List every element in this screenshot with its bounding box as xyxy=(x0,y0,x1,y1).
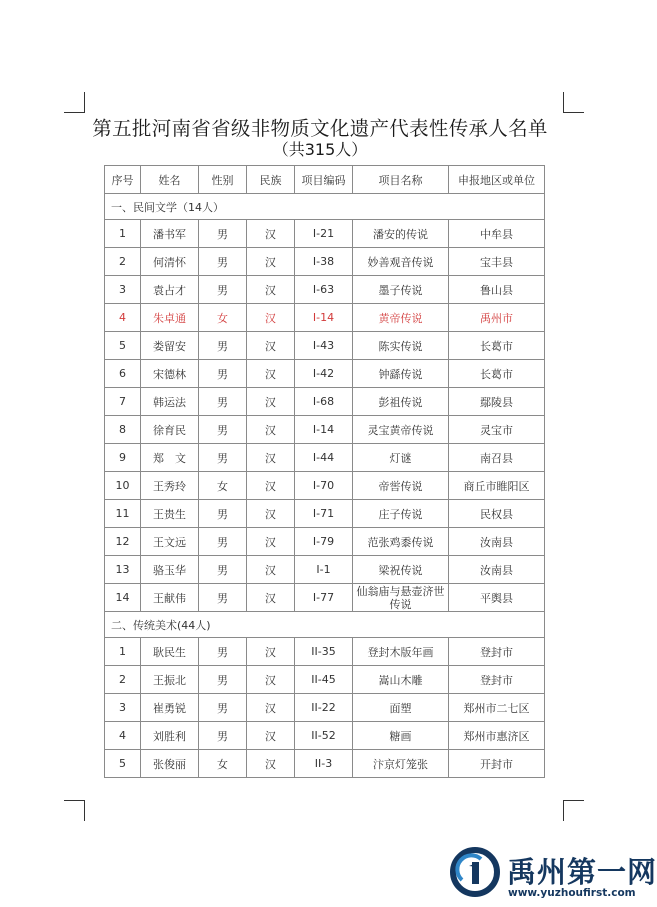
cell-ethnic: 汉 xyxy=(247,248,295,276)
cell-no: 1 xyxy=(105,638,141,666)
cell-name: 骆玉华 xyxy=(141,556,199,584)
cell-area: 郑州市惠济区 xyxy=(449,722,545,750)
cell-name: 耿民生 xyxy=(141,638,199,666)
cell-no: 2 xyxy=(105,248,141,276)
cell-ethnic: 汉 xyxy=(247,304,295,332)
cell-code: I-14 xyxy=(295,304,353,332)
column-header: 序号 xyxy=(105,166,141,194)
cell-ethnic: 汉 xyxy=(247,472,295,500)
cell-project: 面塑 xyxy=(353,694,449,722)
section-heading: 一、民间文学（14人） xyxy=(105,194,545,220)
cell-name: 崔勇锐 xyxy=(141,694,199,722)
cell-gender: 女 xyxy=(199,472,247,500)
cell-area: 鲁山县 xyxy=(449,276,545,304)
section-heading-row xyxy=(105,194,545,220)
cell-no: 1 xyxy=(105,220,141,248)
cell-gender: 男 xyxy=(199,694,247,722)
cell-no: 12 xyxy=(105,528,141,556)
table-row xyxy=(105,472,545,500)
table-row xyxy=(105,666,545,694)
cell-project: 庄子传说 xyxy=(353,500,449,528)
section-heading: 二、传统美术(44人) xyxy=(105,612,545,638)
cell-no: 5 xyxy=(105,750,141,778)
cell-no: 4 xyxy=(105,722,141,750)
cell-ethnic: 汉 xyxy=(247,584,295,612)
cell-no: 3 xyxy=(105,694,141,722)
cell-name: 王秀玲 xyxy=(141,472,199,500)
cell-project: 墨子传说 xyxy=(353,276,449,304)
watermark-url: www.yuzhoufirst.com xyxy=(508,887,636,899)
cell-gender: 男 xyxy=(199,220,247,248)
cell-no: 2 xyxy=(105,666,141,694)
cell-gender: 男 xyxy=(199,416,247,444)
cell-gender: 男 xyxy=(199,722,247,750)
cell-name: 徐育民 xyxy=(141,416,199,444)
table-row xyxy=(105,638,545,666)
cell-code: I-43 xyxy=(295,332,353,360)
cell-project: 陈实传说 xyxy=(353,332,449,360)
cell-area: 汝南县 xyxy=(449,528,545,556)
site-watermark xyxy=(451,846,657,904)
cell-code: I-70 xyxy=(295,472,353,500)
cell-area: 禹州市 xyxy=(449,304,545,332)
cell-code: II-22 xyxy=(295,694,353,722)
cell-code: II-52 xyxy=(295,722,353,750)
table-row xyxy=(105,332,545,360)
cell-area: 郑州市二七区 xyxy=(449,694,545,722)
logo-mark-icon xyxy=(451,848,499,896)
cell-code: I-77 xyxy=(295,584,353,612)
cell-area: 长葛市 xyxy=(449,332,545,360)
table-row xyxy=(105,528,545,556)
cell-area: 汝南县 xyxy=(449,556,545,584)
cell-project: 彭祖传说 xyxy=(353,388,449,416)
cell-name: 王振北 xyxy=(141,666,199,694)
cell-gender: 男 xyxy=(199,584,247,612)
cell-ethnic: 汉 xyxy=(247,416,295,444)
cell-area: 登封市 xyxy=(449,666,545,694)
column-header: 项目名称 xyxy=(353,166,449,194)
document-subtitle: （共315人） xyxy=(272,140,368,159)
cell-no: 5 xyxy=(105,332,141,360)
document-title: 第五批河南省省级非物质文化遗产代表性传承人名单 xyxy=(92,117,548,140)
column-header: 项目编码 xyxy=(295,166,353,194)
cell-code: I-44 xyxy=(295,444,353,472)
table-row xyxy=(105,500,545,528)
cell-project: 灵宝黄帝传说 xyxy=(353,416,449,444)
cell-project: 钟繇传说 xyxy=(353,360,449,388)
cell-ethnic: 汉 xyxy=(247,638,295,666)
cell-gender: 男 xyxy=(199,500,247,528)
cell-name: 王文远 xyxy=(141,528,199,556)
cell-gender: 男 xyxy=(199,556,247,584)
column-header: 姓名 xyxy=(141,166,199,194)
column-header: 民族 xyxy=(247,166,295,194)
cell-ethnic: 汉 xyxy=(247,666,295,694)
cell-gender: 男 xyxy=(199,360,247,388)
table-row xyxy=(105,584,545,612)
cell-code: II-3 xyxy=(295,750,353,778)
cell-code: II-35 xyxy=(295,638,353,666)
cell-project: 潘安的传说 xyxy=(353,220,449,248)
cell-name: 宋德林 xyxy=(141,360,199,388)
cell-ethnic: 汉 xyxy=(247,444,295,472)
cell-no: 14 xyxy=(105,584,141,612)
cell-no: 8 xyxy=(105,416,141,444)
cell-name: 王献伟 xyxy=(141,584,199,612)
cell-no: 11 xyxy=(105,500,141,528)
cell-project: 黄帝传说 xyxy=(353,304,449,332)
table-row xyxy=(105,276,545,304)
cell-code: I-21 xyxy=(295,220,353,248)
cell-ethnic: 汉 xyxy=(247,220,295,248)
cell-ethnic: 汉 xyxy=(247,360,295,388)
cell-project: 帝喾传说 xyxy=(353,472,449,500)
cell-gender: 男 xyxy=(199,444,247,472)
table-row xyxy=(105,388,545,416)
cell-area: 宝丰县 xyxy=(449,248,545,276)
column-header: 申报地区或单位 xyxy=(449,166,545,194)
crop-mark-bottom-left xyxy=(64,800,85,821)
cell-name: 王贵生 xyxy=(141,500,199,528)
cell-gender: 男 xyxy=(199,276,247,304)
cell-name: 袁占才 xyxy=(141,276,199,304)
cell-code: II-45 xyxy=(295,666,353,694)
table-row xyxy=(105,722,545,750)
cell-project: 登封木版年画 xyxy=(353,638,449,666)
cell-area: 鄢陵县 xyxy=(449,388,545,416)
cell-area: 中牟县 xyxy=(449,220,545,248)
cell-project: 仙翁庙与悬壶济世传说 xyxy=(353,584,449,612)
cell-gender: 男 xyxy=(199,388,247,416)
cell-name: 何清怀 xyxy=(141,248,199,276)
cell-area: 登封市 xyxy=(449,638,545,666)
table-row xyxy=(105,220,545,248)
cell-no: 6 xyxy=(105,360,141,388)
cell-ethnic: 汉 xyxy=(247,388,295,416)
cell-code: I-79 xyxy=(295,528,353,556)
cell-ethnic: 汉 xyxy=(247,750,295,778)
cell-area: 长葛市 xyxy=(449,360,545,388)
cell-area: 民权县 xyxy=(449,500,545,528)
cell-area: 平舆县 xyxy=(449,584,545,612)
cell-ethnic: 汉 xyxy=(247,556,295,584)
cell-name: 朱卓通 xyxy=(141,304,199,332)
cell-name: 韩运法 xyxy=(141,388,199,416)
cell-code: I-71 xyxy=(295,500,353,528)
cell-code: I-42 xyxy=(295,360,353,388)
cell-project: 梁祝传说 xyxy=(353,556,449,584)
column-header: 性别 xyxy=(199,166,247,194)
cell-area: 开封市 xyxy=(449,750,545,778)
cell-no: 7 xyxy=(105,388,141,416)
cell-gender: 男 xyxy=(199,528,247,556)
cell-gender: 女 xyxy=(199,304,247,332)
cell-no: 10 xyxy=(105,472,141,500)
table-row xyxy=(105,416,545,444)
cell-ethnic: 汉 xyxy=(247,332,295,360)
table-row xyxy=(105,444,545,472)
table-row xyxy=(105,304,545,332)
cell-no: 13 xyxy=(105,556,141,584)
section-heading-row xyxy=(105,612,545,638)
cell-gender: 男 xyxy=(199,666,247,694)
crop-mark-bottom-right xyxy=(563,800,584,821)
cell-name: 张俊丽 xyxy=(141,750,199,778)
cell-ethnic: 汉 xyxy=(247,276,295,304)
table-row xyxy=(105,248,545,276)
cell-ethnic: 汉 xyxy=(247,694,295,722)
table-body xyxy=(105,194,545,778)
cell-name: 潘书军 xyxy=(141,220,199,248)
cell-name: 娄留安 xyxy=(141,332,199,360)
table-header-row xyxy=(105,166,545,194)
cell-name: 郑 文 xyxy=(141,444,199,472)
cell-project: 糖画 xyxy=(353,722,449,750)
cell-no: 3 xyxy=(105,276,141,304)
table-row xyxy=(105,556,545,584)
crop-mark-top-right xyxy=(563,92,584,113)
cell-ethnic: 汉 xyxy=(247,528,295,556)
cell-code: I-63 xyxy=(295,276,353,304)
crop-mark-top-left xyxy=(64,92,85,113)
cell-code: I-68 xyxy=(295,388,353,416)
cell-ethnic: 汉 xyxy=(247,500,295,528)
cell-code: I-1 xyxy=(295,556,353,584)
cell-project: 汴京灯笼张 xyxy=(353,750,449,778)
cell-code: I-14 xyxy=(295,416,353,444)
cell-area: 南召县 xyxy=(449,444,545,472)
cell-gender: 男 xyxy=(199,638,247,666)
watermark-site-name: 禹州第一网 xyxy=(507,855,657,889)
cell-project: 嵩山木雕 xyxy=(353,666,449,694)
cell-code: I-38 xyxy=(295,248,353,276)
table-row xyxy=(105,750,545,778)
cell-name: 刘胜利 xyxy=(141,722,199,750)
cell-area: 商丘市睢阳区 xyxy=(449,472,545,500)
cell-no: 4 xyxy=(105,304,141,332)
cell-area: 灵宝市 xyxy=(449,416,545,444)
cell-gender: 女 xyxy=(199,750,247,778)
table-row xyxy=(105,360,545,388)
cell-project: 灯谜 xyxy=(353,444,449,472)
cell-ethnic: 汉 xyxy=(247,722,295,750)
cell-gender: 男 xyxy=(199,248,247,276)
cell-project: 妙善观音传说 xyxy=(353,248,449,276)
cell-no: 9 xyxy=(105,444,141,472)
table-row xyxy=(105,694,545,722)
cell-gender: 男 xyxy=(199,332,247,360)
inheritor-table xyxy=(104,165,545,778)
cell-project: 范张鸡黍传说 xyxy=(353,528,449,556)
